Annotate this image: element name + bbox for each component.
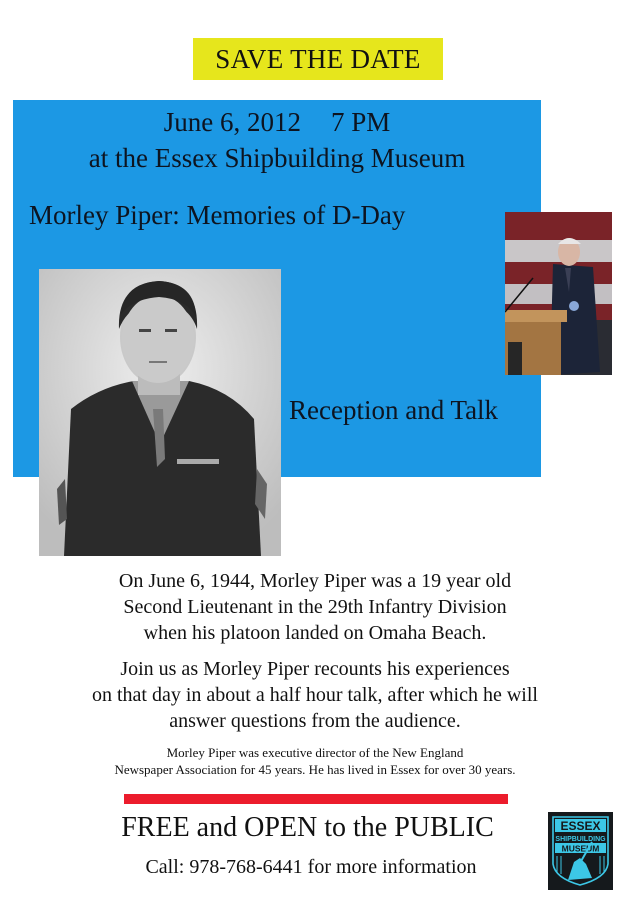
bio-line: Newspaper Association for 45 years. He has lived in Essex for over 30 years. <box>114 762 516 777</box>
admission-notice <box>0 812 630 844</box>
history-line: On June 6, 1944, Morley Piper was a 19 year old <box>118 570 512 592</box>
bio-paragraph <box>0 744 630 778</box>
save-the-date-label: SAVE THE DATE <box>215 43 421 74</box>
save-the-date-banner <box>193 38 443 80</box>
logo-text-museum: MUSEUM <box>561 843 600 854</box>
admission-text: FREE and OPEN to the PUBLIC <box>121 812 494 843</box>
logo-text-shipbuilding: SHIPBUILDING <box>555 836 606 843</box>
invitation-line: answer questions from the audience. <box>169 710 461 732</box>
red-divider <box>124 794 508 804</box>
event-format: Reception and Talk <box>289 395 499 425</box>
podium-photo <box>505 212 612 375</box>
event-date-time <box>13 107 541 138</box>
invitation-line: on that day in about a half hour talk, after which he will <box>92 684 538 706</box>
event-title: Morley Piper: Memories of D-Day <box>29 200 406 230</box>
bio-line: Morley Piper was executive director of the New England <box>166 745 464 760</box>
contact-info <box>0 856 630 879</box>
history-paragraph <box>0 568 630 646</box>
contact-text: Call: 978-768-6441 for more information <box>145 856 477 878</box>
event-date: June 6, 2012 <box>163 107 301 137</box>
invitation-paragraph <box>0 656 630 734</box>
history-line: Second Lieutenant in the 29th Infantry Division <box>123 596 507 618</box>
invitation-line: Join us as Morley Piper recounts his experiences <box>120 658 510 680</box>
event-time: 7 PM <box>330 107 391 137</box>
soldier-portrait-photo <box>39 269 281 556</box>
history-line: when his platoon landed on Omaha Beach. <box>143 622 487 644</box>
event-venue: at the Essex Shipbuilding Museum <box>88 143 466 173</box>
logo-text-essex: ESSEX <box>560 819 601 833</box>
museum-logo <box>548 812 613 890</box>
